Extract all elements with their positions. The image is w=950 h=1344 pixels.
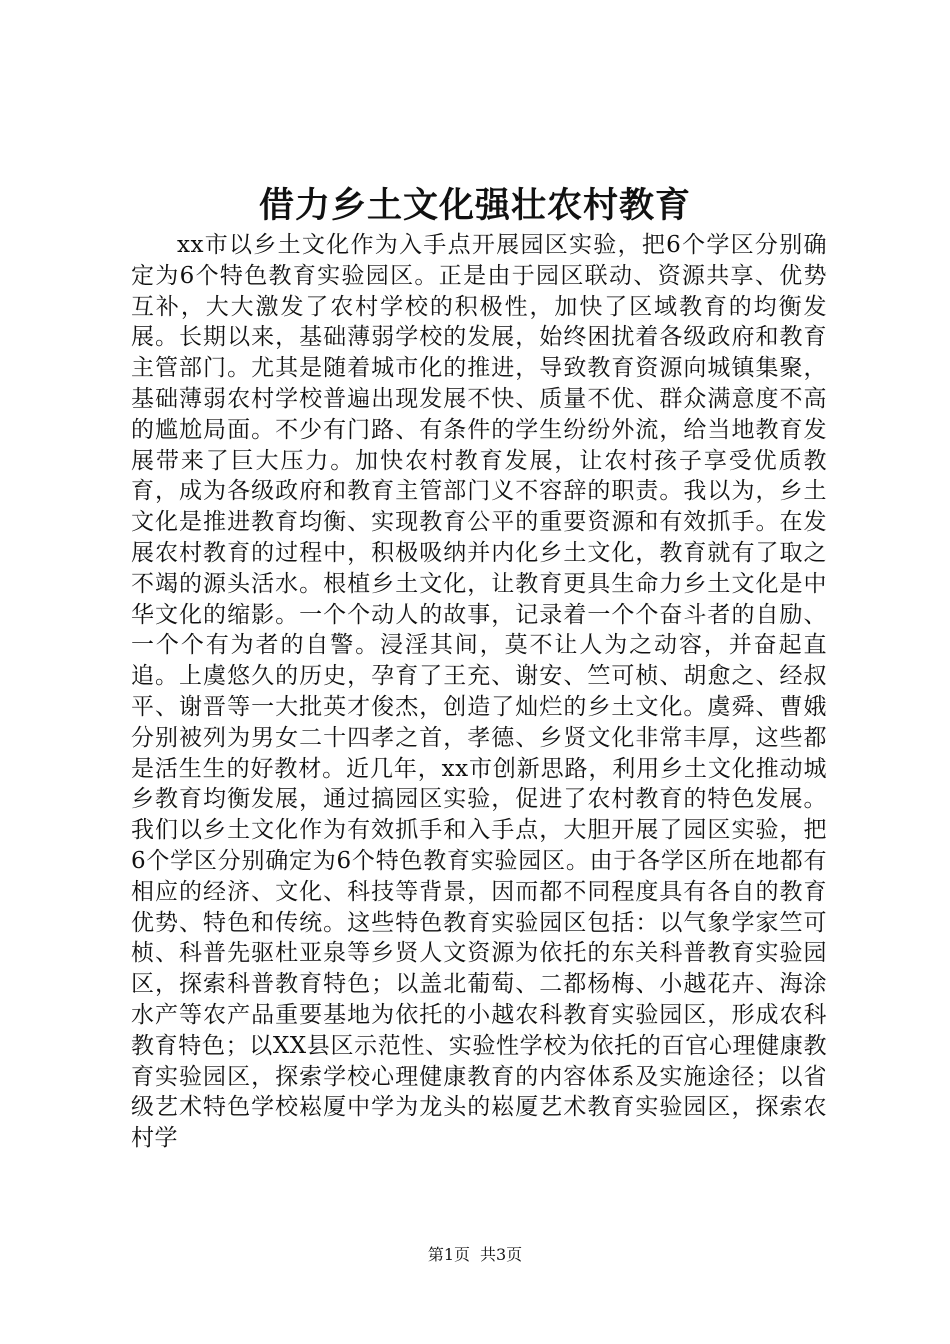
document-title: 借力乡土文化强壮农村教育 bbox=[258, 185, 691, 226]
page-number: 第1页 bbox=[427, 1245, 470, 1264]
body-paragraph: xx市以乡土文化作为入手点开展园区实验，把6个学区分别确定为6个特色教育实验园区。正是由于园区联动、资源共享、优势互补，大大激发了农村学校的积极性，加快了区域教育的均衡发展。长期以来，基础薄弱学校的发展，始终困扰着各级政府和教育主管部门。尤其是随着城市化的推进，导致教育资源向城镇集聚，基础薄弱农村学校普遍出现发展不快、质量不优、群众满意度不高的尴尬局面。不少有门路、有条件的学生纷纷外流，给当地教育发展带来了巨大压力。加快农村教育发展，让农村孩子享受优质教育，成为各级政府和教育主管部门义不容辞的职责。我以为，乡土文化是推进教育均衡、实现教育公平的重要资源和有效抓手。在发展农村教育的过程中，积极吸纳并内化乡土文化，教育就有了取之不竭的源头活水。根植乡土文化，让教育更具生命力乡土文化是中华文化的缩影。一个个动人的故事，记录着一个个奋斗者的自励、一个个有为者的自警。浸淫其间，莫不让人为之动容，并奋起直追。上虞悠久的历史，孕育了王充、谢安、竺可桢、胡愈之、经叔平、谢晋等一大批英才俊杰，创造了灿烂的乡土文化。虞舜、曹娥分别被列为男女二十四孝之首，孝德、乡贤文化非常丰厚，这些都是活生生的好教材。近几年，xx市创新思路，利用乡土文化推动城乡教育均衡发展，通过搞园区实验，促进了农村教育的特色发展。我们以乡土文化作为有效抓手和入手点，大胆开展了园区实验，把6个学区分别确定为6个特色教育实验园区。由于各学区所在地都有相应的经济、文化、科技等背景，因而都不同程度具有各自的教育优势、特色和传统。这些特色教育实验园区包括：以气象学家竺可桢、科普先驱杜亚泉等乡贤人文资源为依托的东关科普教育实验园区，探索科普教育特色；以盖北葡萄、二都杨梅、小越花卉、海涂水产等农产品重要基地为依托的小越农科教育实验园区，形成农科教育特色；以XX县区示范性、实验性学校为依托的百官心理健康教育实验园区，探索学校心理健康教育的内容体系及实施途径；以省级艺术特色学校崧厦中学为龙头的崧厦艺术教育实验园区，探索农村学 bbox=[131, 232, 827, 1152]
page-total: 共3页 bbox=[480, 1245, 523, 1264]
page-footer bbox=[0, 1244, 950, 1266]
